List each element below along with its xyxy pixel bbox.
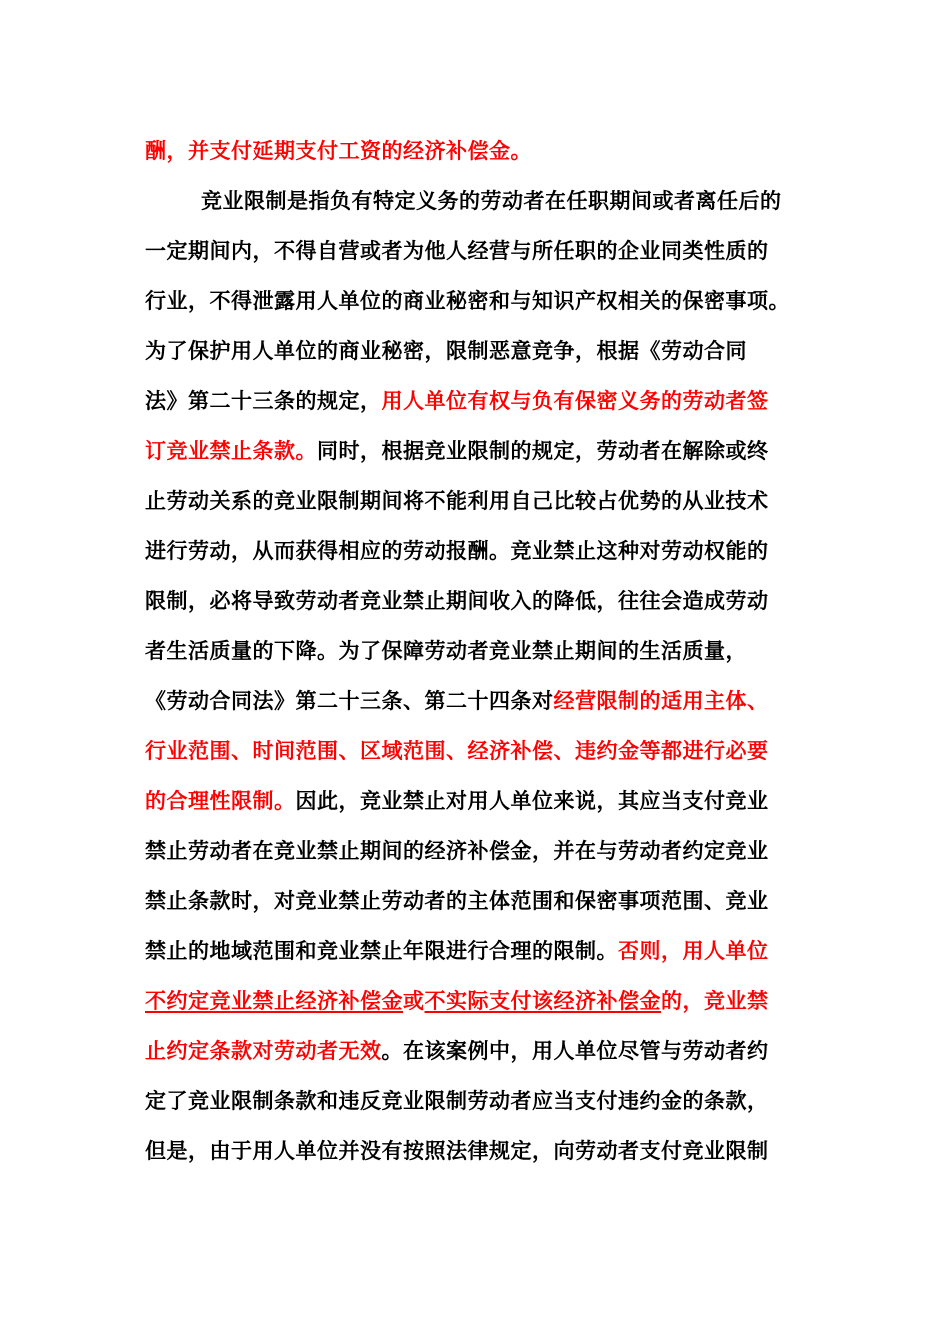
red-emphasis-text: 用人单位有权与负有保密义务的劳动者签 bbox=[381, 388, 769, 413]
red-emphasis-text: 订竞业禁止条款。 bbox=[145, 438, 317, 463]
body-text: 《劳动合同法》第二十三条、第二十四条对 bbox=[145, 688, 554, 713]
body-text: 竞业限制是指负有特定义务的劳动者在任职期间或者离任后的 bbox=[201, 188, 782, 213]
body-text: 。在该案例中，用人单位尽管与劳动者约 bbox=[381, 1038, 769, 1063]
body-text: 行业，不得泄露用人单位的商业秘密和与知识产权相关的保密事项。 bbox=[145, 288, 790, 313]
red-emphasis-text: 的，竞业禁 bbox=[661, 988, 769, 1013]
red-emphasis-text: 酬，并支付延期支付工资的经济补偿金。 bbox=[145, 138, 532, 163]
text-line-11 bbox=[145, 636, 747, 666]
text-line-13 bbox=[145, 736, 769, 766]
text-line-10 bbox=[145, 586, 769, 616]
text-line-15 bbox=[145, 836, 769, 866]
text-line-12 bbox=[145, 686, 769, 716]
underlined-emphasis-text: 不约定竞业禁止经济补偿金 bbox=[145, 988, 403, 1013]
body-text: 但是，由于用人单位并没有按照法律规定，向劳动者支付竞业限制 bbox=[145, 1138, 769, 1163]
text-line-3 bbox=[145, 236, 769, 266]
body-text: 一定期间内，不得自营或者为他人经营与所任职的企业同类性质的 bbox=[145, 238, 769, 263]
body-text: 止劳动关系的竞业限制期间将不能利用自己比较占优势的从业技术 bbox=[145, 488, 769, 513]
red-emphasis-text: 经营限制的适用主体、 bbox=[553, 688, 769, 713]
body-text: 进行劳动，从而获得相应的劳动报酬。竞业禁止这种对劳动权能的 bbox=[145, 538, 769, 563]
text-line-19 bbox=[145, 1036, 769, 1066]
body-text: 限制，必将导致劳动者竞业禁止期间收入的降低，往往会造成劳动 bbox=[145, 588, 769, 613]
body-text: 法》第二十三条的规定， bbox=[145, 388, 382, 413]
body-text: 禁止条款时，对竞业禁止劳动者的主体范围和保密事项范围、竞业 bbox=[145, 888, 769, 913]
red-emphasis-text: 的合理性限制。 bbox=[145, 788, 296, 813]
body-text: 禁止的地域范围和竞业禁止年限进行合理的限制。 bbox=[145, 938, 618, 963]
paragraph-first-line bbox=[201, 186, 782, 216]
red-emphasis-text: 行业范围、时间范围、区域范围、经济补偿、违约金等都进行必要 bbox=[145, 738, 769, 763]
body-text: 禁止劳动者在竞业禁止期间的经济补偿金，并在与劳动者约定竞业 bbox=[145, 838, 769, 863]
text-line-9 bbox=[145, 536, 769, 566]
text-line-1 bbox=[145, 136, 532, 166]
text-line-16 bbox=[145, 886, 769, 916]
body-text: 定了竞业限制条款和违反竞业限制劳动者应当支付违约金的条款， bbox=[145, 1088, 769, 1113]
text-line-21 bbox=[145, 1136, 769, 1166]
red-emphasis-text: 止约定条款对劳动者无效 bbox=[145, 1038, 382, 1063]
body-text: 因此，竞业禁止对用人单位来说，其应当支付竞业 bbox=[295, 788, 769, 813]
text-line-7 bbox=[145, 436, 769, 466]
underlined-emphasis-text: 不实际支付该经济补偿金 bbox=[424, 988, 661, 1013]
text-line-18 bbox=[145, 986, 769, 1016]
red-emphasis-text: 或 bbox=[403, 988, 425, 1013]
red-emphasis-text: 否则，用人单位 bbox=[618, 938, 769, 963]
text-line-8 bbox=[145, 486, 769, 516]
body-text: 者生活质量的下降。为了保障劳动者竞业禁止期间的生活质量， bbox=[145, 638, 747, 663]
text-line-17 bbox=[145, 936, 769, 966]
body-text: 同时，根据竞业限制的规定，劳动者在解除或终 bbox=[317, 438, 769, 463]
text-line-5 bbox=[145, 336, 747, 366]
text-line-6 bbox=[145, 386, 769, 416]
body-text: 为了保护用人单位的商业秘密，限制恶意竞争，根据《劳动合同 bbox=[145, 338, 747, 363]
text-line-4 bbox=[145, 286, 790, 316]
text-line-20 bbox=[145, 1086, 769, 1116]
text-line-14 bbox=[145, 786, 769, 816]
